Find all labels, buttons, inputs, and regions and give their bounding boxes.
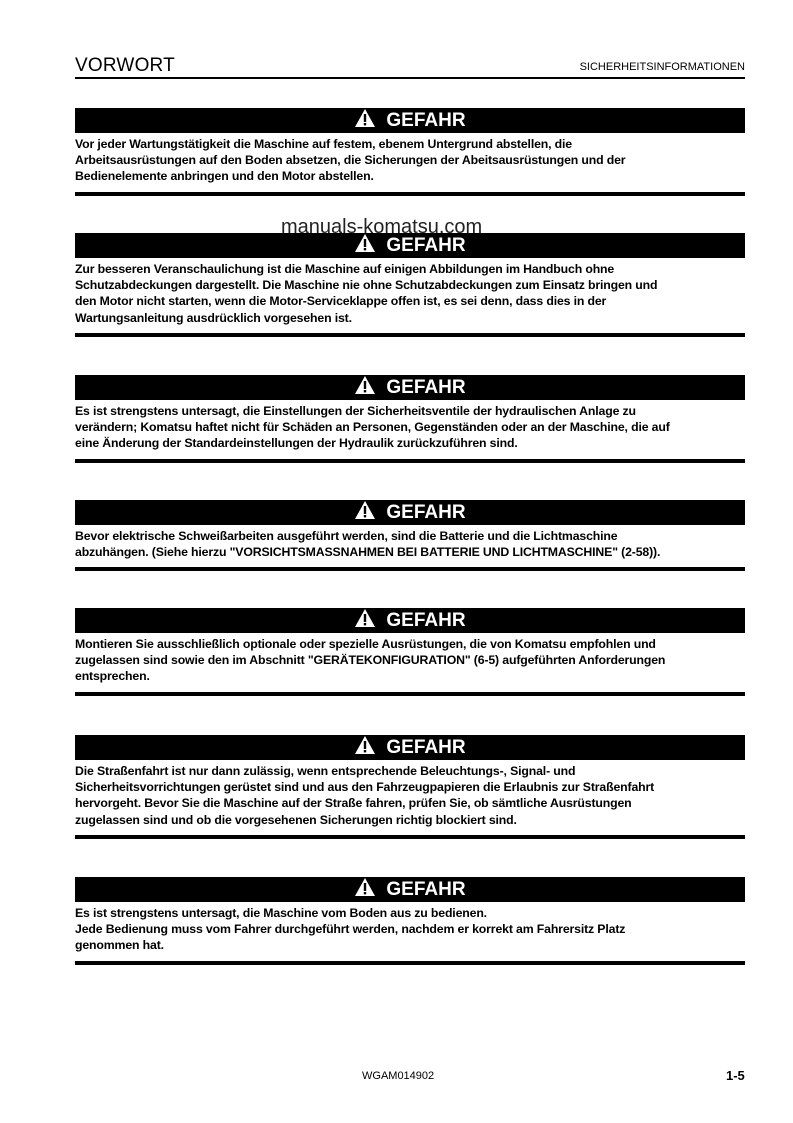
danger-text <box>75 258 745 326</box>
text-line: Die Straßenfahrt ist nur dann zulässig, wenn entsprechende Beleuchtungs-, Signal- und <box>75 764 576 778</box>
notice-divider <box>75 692 745 696</box>
danger-banner <box>75 375 745 400</box>
text-line: Es ist strengstens untersagt, die Maschine vom Boden aus zu bedienen. <box>75 906 487 920</box>
text-line: Schutzabdeckungen dargestellt. Die Maschine nie ohne Schutzabdeckungen zum Einsatz bringen und <box>75 278 658 293</box>
page-header-section: SICHERHEITSINFORMATIONEN <box>579 61 745 73</box>
text-line: zugelassen sind und ob die vorgesehenen Sicherungen richtig blockiert sind. <box>75 812 517 827</box>
text-line: Es ist strengstens untersagt, die Einstellungen der Sicherheitsventile der hydraulischen Anlage zu <box>75 404 636 418</box>
danger-label: GEFAHR <box>386 736 466 758</box>
danger-label: GEFAHR <box>386 501 466 523</box>
danger-banner <box>75 735 745 760</box>
notice-divider <box>75 459 745 463</box>
text-line: Bevor elektrische Schweißarbeiten ausgeführt werden, sind die Batterie und die Lichtmaschine <box>75 529 618 543</box>
warning-triangle-icon <box>354 500 386 526</box>
text-line: hervorgeht. Bevor Sie die Maschine auf der Straße fahren, prüfen Sie, ob sämtliche Ausrüstungen <box>75 796 632 811</box>
danger-banner <box>75 608 745 633</box>
notice-divider <box>75 961 745 965</box>
text-line: genommen hat. <box>75 938 164 953</box>
danger-notice <box>75 877 745 965</box>
danger-label: GEFAHR <box>386 609 466 631</box>
text-line: Bedienelemente anbringen und den Motor abstellen. <box>75 169 374 184</box>
text-line: Wartungsanleitung ausdrücklich vorgesehen ist. <box>75 310 352 325</box>
danger-notice <box>75 735 745 839</box>
notice-divider <box>75 333 745 337</box>
document-code: WGAM014902 <box>362 1070 435 1082</box>
text-line: Arbeitsausrüstungen auf den Boden absetzen, die Sicherungen der Abeitsausrüstungen und der <box>75 153 626 168</box>
text-line: zugelassen sind sowie den im Abschnitt "GERÄTEKONFIGURATION" (6-5) aufgeführten Anforderungen <box>75 653 666 668</box>
danger-text <box>75 633 745 685</box>
danger-text <box>75 400 745 452</box>
notice-divider <box>75 567 745 571</box>
danger-label: GEFAHR <box>386 234 466 256</box>
warning-triangle-icon <box>354 877 386 903</box>
danger-banner <box>75 108 745 133</box>
danger-notice <box>75 608 745 696</box>
text-line: den Motor nicht starten, wenn die Motor-Serviceklappe offen ist, es sei denn, dass dies in der <box>75 294 607 309</box>
danger-label: GEFAHR <box>386 878 466 900</box>
page-number: 1-5 <box>726 1068 745 1083</box>
text-line: Sicherheitsvorrichtungen gerüstet sind und aus den Fahrzeugpapieren die Erlaubnis zur Straßenfahrt <box>75 780 655 795</box>
text-line: verändern; Komatsu haftet nicht für Schäden an Personen, Gegenständen oder an der Maschine, die auf <box>75 420 670 435</box>
header-divider <box>75 77 745 79</box>
notice-divider <box>75 192 745 196</box>
danger-notice <box>75 375 745 463</box>
danger-banner <box>75 500 745 525</box>
text-line: abzuhängen. (Siehe hierzu "VORSICHTSMASSNAHMEN BEI BATTERIE UND LICHTMASCHINE" (2-58)). <box>75 545 661 560</box>
warning-triangle-icon <box>354 608 386 634</box>
warning-triangle-icon <box>354 375 386 401</box>
text-line: Zur besseren Veranschaulichung ist die Maschine auf einigen Abbildungen im Handbuch ohne <box>75 262 615 276</box>
danger-notice <box>75 233 745 337</box>
danger-text <box>75 760 745 828</box>
danger-notice <box>75 500 745 571</box>
danger-text <box>75 525 745 560</box>
danger-text <box>75 133 745 185</box>
danger-label: GEFAHR <box>386 109 466 131</box>
text-line: eine Änderung der Standardeinstellungen der Hydraulik zurückzuführen sind. <box>75 436 518 451</box>
danger-banner <box>75 877 745 902</box>
watermark: manuals-komatsu.com <box>281 216 483 238</box>
danger-text <box>75 902 745 954</box>
text-line: Vor jeder Wartungstätigkeit die Maschine auf festem, ebenem Untergrund abstellen, die <box>75 137 572 151</box>
text-line: Jede Bedienung muss vom Fahrer durchgeführt werden, nachdem er korrekt am Fahrersitz Platz <box>75 922 626 937</box>
page-header-title: VORWORT <box>75 55 175 76</box>
text-line: Montieren Sie ausschließlich optionale oder spezielle Ausrüstungen, die von Komatsu empfohlen und <box>75 637 656 651</box>
danger-label: GEFAHR <box>386 376 466 398</box>
warning-triangle-icon <box>354 735 386 761</box>
danger-notice <box>75 108 745 196</box>
text-line: entsprechen. <box>75 669 150 684</box>
notice-divider <box>75 835 745 839</box>
warning-triangle-icon <box>354 108 386 134</box>
